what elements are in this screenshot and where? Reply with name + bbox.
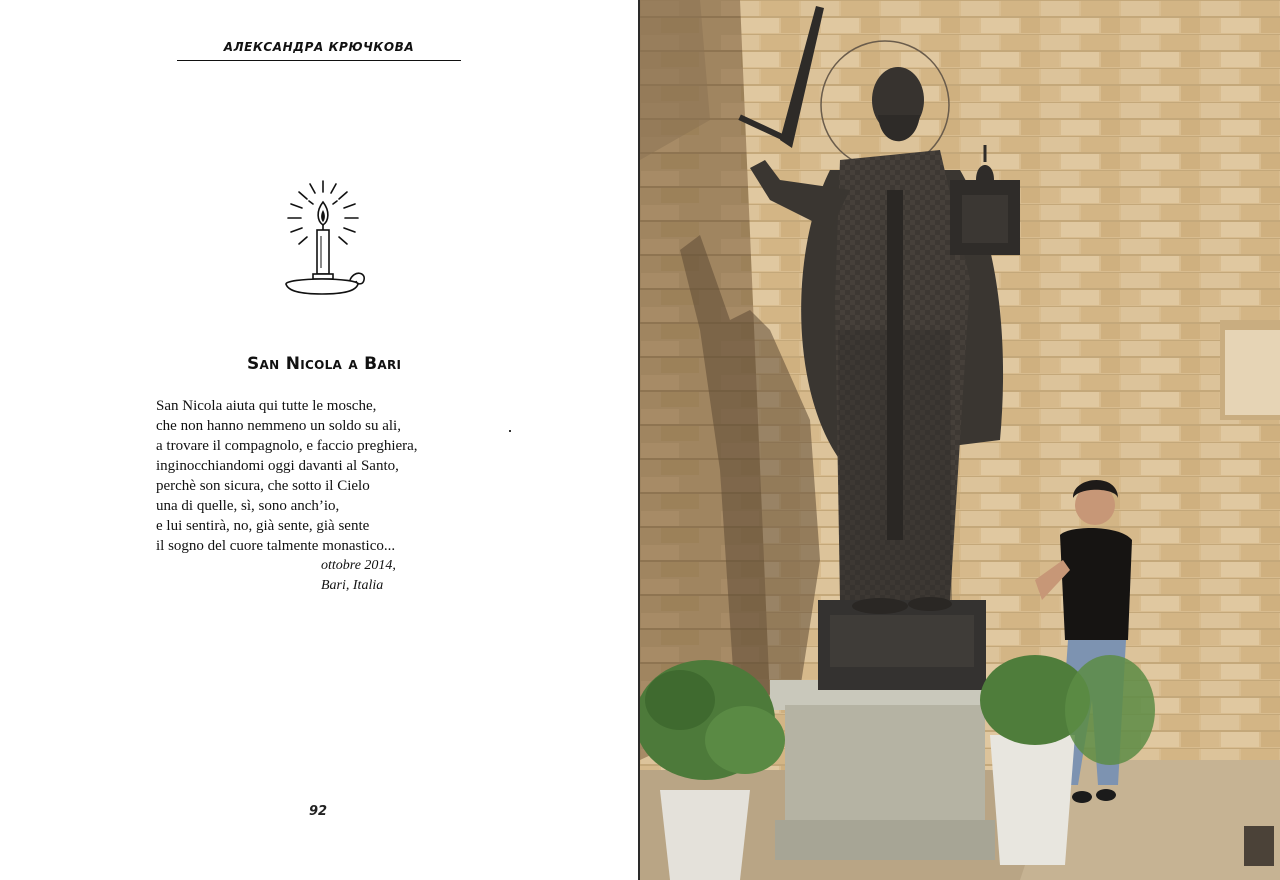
poem-place: Bari, Italia (321, 578, 384, 593)
running-header-author: АЛЕКСАНДРА КРЮЧКОВА (223, 40, 415, 54)
poem-line: a trovare il compagnolo, e faccio preghiera, (156, 438, 418, 454)
poem-line: e lui sentirà, no, già sente, già sente (156, 518, 370, 534)
poem-title: San Nicola a Bari (247, 354, 402, 374)
poem-line: una di quelle, sì, sono anch’io, (156, 498, 340, 514)
poem-line: San Nicola aiuta qui tutte le mosche, (156, 398, 377, 414)
poem-line: inginocchiandomi oggi davanti al Santo, (156, 458, 399, 474)
header-rule (177, 60, 461, 61)
poem-signature (321, 556, 396, 596)
poem-body (156, 396, 418, 556)
page-number: 92 (308, 804, 328, 819)
poem-line: il sogno del cuore talmente monastico... (156, 538, 396, 554)
statue-photo (640, 0, 1280, 880)
stray-mark (509, 430, 511, 432)
poem-line: perchè son sicura, che sotto il Cielo (156, 478, 370, 494)
candle-icon (280, 178, 366, 304)
poem-date: ottobre 2014, (321, 558, 396, 573)
poem-line: che non hanno nemmeno un soldo su ali, (156, 418, 401, 434)
left-page (0, 0, 639, 880)
